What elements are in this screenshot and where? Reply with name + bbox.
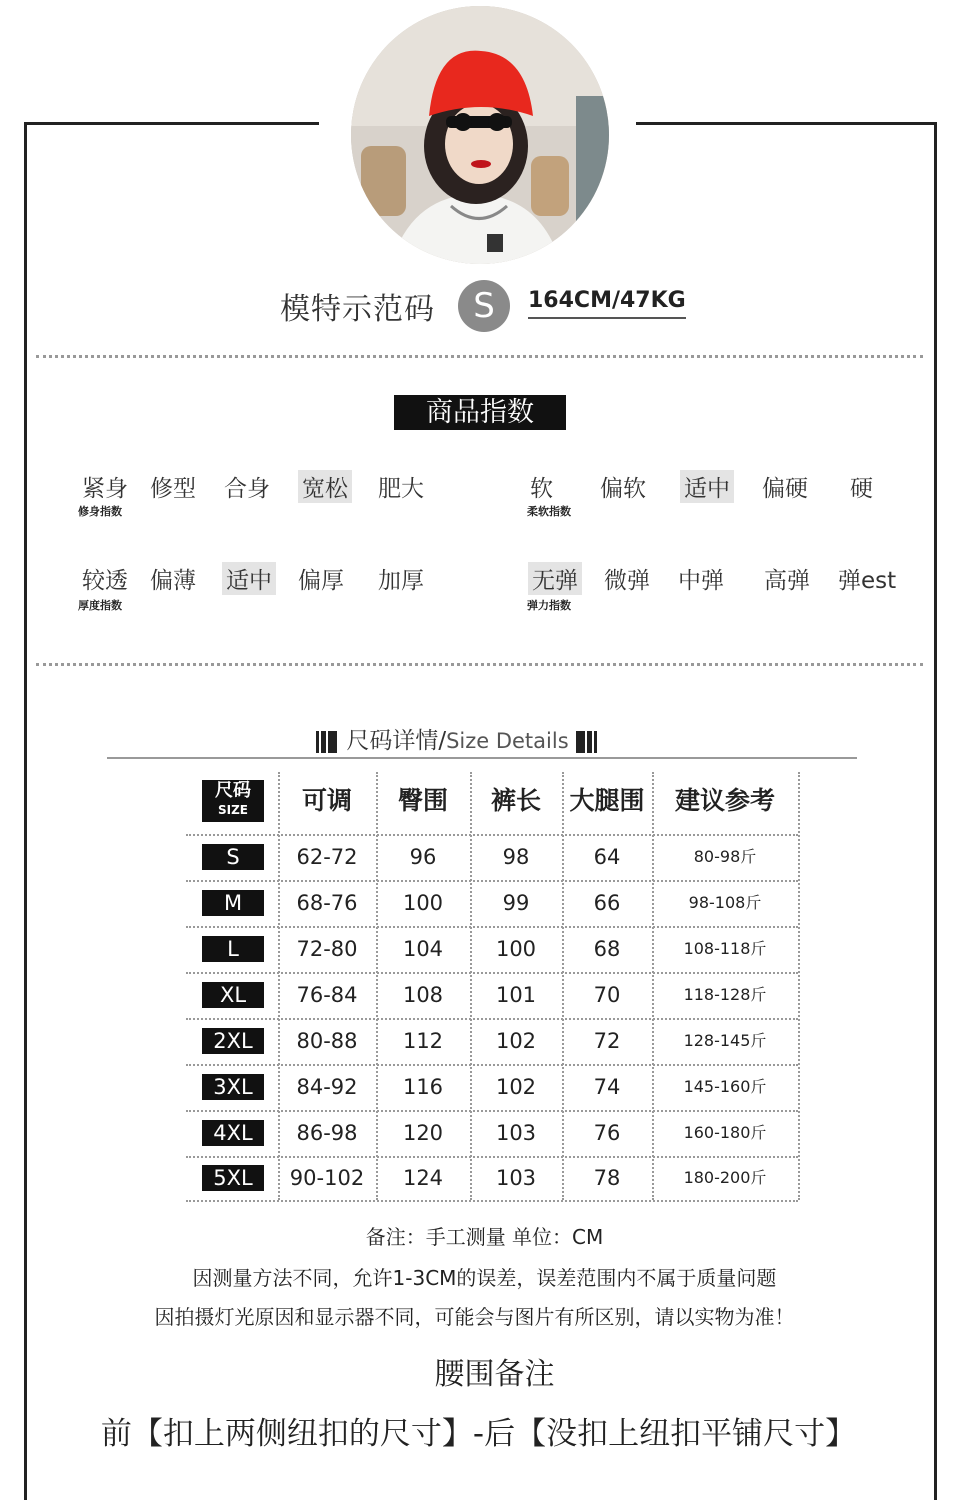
index-option: 中弹 bbox=[678, 568, 724, 594]
model-size-title: 模特示范码 bbox=[280, 292, 435, 327]
index-group-label: 柔软指数 bbox=[527, 505, 571, 518]
index-option: 较透 bbox=[82, 568, 128, 594]
table-cell: 128-145斤 bbox=[683, 1031, 767, 1050]
table-cell: 64 bbox=[593, 845, 621, 869]
table-cell: 104 bbox=[402, 937, 444, 961]
bars-left-icon bbox=[316, 729, 339, 755]
table-cell: 74 bbox=[593, 1075, 621, 1099]
index-option: 微弹 bbox=[604, 568, 650, 594]
table-cell: 102 bbox=[495, 1075, 537, 1099]
table-cell: 66 bbox=[593, 891, 621, 915]
index-option: 加厚 bbox=[378, 568, 424, 594]
frame-top-left bbox=[24, 122, 319, 125]
table-cell: 98-108斤 bbox=[688, 893, 762, 912]
index-option: 高弹 bbox=[764, 568, 810, 594]
frame-left bbox=[24, 122, 27, 1500]
model-photo bbox=[351, 6, 609, 264]
table-cell: 124 bbox=[402, 1166, 444, 1190]
index-option: 无弹 bbox=[528, 562, 582, 595]
size-details-title-cn: 尺码详情/ bbox=[346, 728, 447, 754]
table-cell: 62-72 bbox=[296, 845, 358, 869]
row-divider bbox=[186, 1200, 798, 1202]
index-option: 偏硬 bbox=[762, 476, 808, 502]
table-cell: 120 bbox=[402, 1121, 444, 1145]
index-option: 合身 bbox=[224, 476, 270, 502]
size-tag: 4XL bbox=[202, 1120, 264, 1146]
table-cell: 116 bbox=[402, 1075, 444, 1099]
size-tag: M bbox=[202, 890, 264, 916]
index-group-label: 修身指数 bbox=[78, 505, 122, 518]
product-index-title: 商品指数 bbox=[394, 395, 566, 430]
divider-1 bbox=[36, 355, 923, 358]
column-divider bbox=[562, 772, 564, 1200]
table-cell: 72 bbox=[593, 1029, 621, 1053]
index-option: 紧身 bbox=[82, 476, 128, 502]
table-cell: 80-88 bbox=[296, 1029, 358, 1053]
frame-top-right bbox=[636, 122, 937, 125]
table-cell: 96 bbox=[409, 845, 437, 869]
table-cell: 108-118斤 bbox=[683, 939, 767, 958]
index-option: 偏软 bbox=[600, 476, 646, 502]
column-header: 可调 bbox=[301, 786, 352, 815]
frame-right bbox=[934, 122, 937, 1500]
index-option: 修型 bbox=[150, 476, 196, 502]
size-head-tag-en: SIZE bbox=[217, 803, 248, 817]
table-cell: 78 bbox=[593, 1166, 621, 1190]
size-tag: 2XL bbox=[202, 1028, 264, 1054]
table-cell: 80-98斤 bbox=[693, 847, 757, 866]
model-size-row bbox=[280, 278, 700, 334]
note-line-2: 因测量方法不同，允许1-3CM的误差，误差范围内不属于质量问题 bbox=[192, 1266, 777, 1290]
index-option: 宽松 bbox=[298, 470, 352, 503]
size-details-header bbox=[316, 722, 599, 755]
column-header: 建议参考 bbox=[674, 786, 775, 815]
table-cell: 90-102 bbox=[289, 1166, 365, 1190]
size-tag: S bbox=[202, 844, 264, 870]
note-line-1: 备注：手工测量 单位：CM bbox=[365, 1225, 604, 1249]
index-option: 硬 bbox=[850, 476, 873, 502]
column-divider bbox=[376, 772, 378, 1200]
table-cell: 99 bbox=[502, 891, 530, 915]
index-option: 肥大 bbox=[378, 476, 424, 502]
column-divider bbox=[278, 772, 280, 1200]
table-cell: 76-84 bbox=[296, 983, 358, 1007]
table-cell: 160-180斤 bbox=[683, 1123, 767, 1142]
index-option: 偏厚 bbox=[298, 568, 344, 594]
index-option: 软 bbox=[530, 476, 553, 502]
size-details-title-en: Size Details bbox=[446, 729, 569, 753]
table-cell: 112 bbox=[402, 1029, 444, 1053]
table-cell: 84-92 bbox=[296, 1075, 358, 1099]
column-header: 大腿围 bbox=[569, 786, 645, 815]
waist-note-text: 前【扣上两侧纽扣的尺寸】-后【没扣上纽扣平铺尺寸】 bbox=[100, 1416, 857, 1452]
table-cell: 68-76 bbox=[296, 891, 358, 915]
bars-right-icon bbox=[576, 729, 599, 755]
column-divider bbox=[470, 772, 472, 1200]
table-cell: 103 bbox=[495, 1166, 537, 1190]
table-cell: 101 bbox=[495, 983, 537, 1007]
model-measurement: 164CM/47KG bbox=[528, 288, 686, 319]
table-cell: 103 bbox=[495, 1121, 537, 1145]
size-tag: L bbox=[202, 936, 264, 962]
table-cell: 76 bbox=[593, 1121, 621, 1145]
index-option: 适中 bbox=[222, 562, 276, 595]
index-option: 偏薄 bbox=[150, 568, 196, 594]
table-cell: 72-80 bbox=[296, 937, 358, 961]
table-cell: 68 bbox=[593, 937, 621, 961]
table-cell: 70 bbox=[593, 983, 621, 1007]
waist-note-title: 腰围备注 bbox=[434, 1357, 555, 1392]
size-tag: 3XL bbox=[202, 1074, 264, 1100]
index-group-label: 厚度指数 bbox=[78, 599, 122, 612]
size-tag: 5XL bbox=[202, 1165, 264, 1191]
index-option: 弹est bbox=[838, 568, 897, 594]
table-cell: 102 bbox=[495, 1029, 537, 1053]
table-cell: 118-128斤 bbox=[683, 985, 767, 1004]
table-cell: 86-98 bbox=[296, 1121, 358, 1145]
column-header: 臀围 bbox=[397, 786, 448, 815]
table-cell: 100 bbox=[402, 891, 444, 915]
table-cell: 108 bbox=[402, 983, 444, 1007]
index-option: 适中 bbox=[680, 470, 734, 503]
table-cell: 145-160斤 bbox=[683, 1077, 767, 1096]
table-cell: 98 bbox=[502, 845, 530, 869]
column-divider bbox=[798, 772, 800, 1200]
divider-2 bbox=[36, 663, 923, 666]
index-group-label: 弹力指数 bbox=[527, 599, 571, 612]
model-size-circle: S bbox=[458, 280, 510, 332]
column-divider bbox=[652, 772, 654, 1200]
column-header: 裤长 bbox=[490, 786, 541, 815]
size-head-tag bbox=[202, 780, 264, 822]
table-cell: 180-200斤 bbox=[683, 1168, 767, 1187]
size-head-tag-cn: 尺码 bbox=[215, 780, 251, 801]
size-header-underline bbox=[107, 757, 857, 759]
size-tag: XL bbox=[202, 982, 264, 1008]
table-cell: 100 bbox=[495, 937, 537, 961]
note-line-3: 因拍摄灯光原因和显示器不同，可能会与图片有所区别，请以实物为准！ bbox=[154, 1305, 795, 1329]
